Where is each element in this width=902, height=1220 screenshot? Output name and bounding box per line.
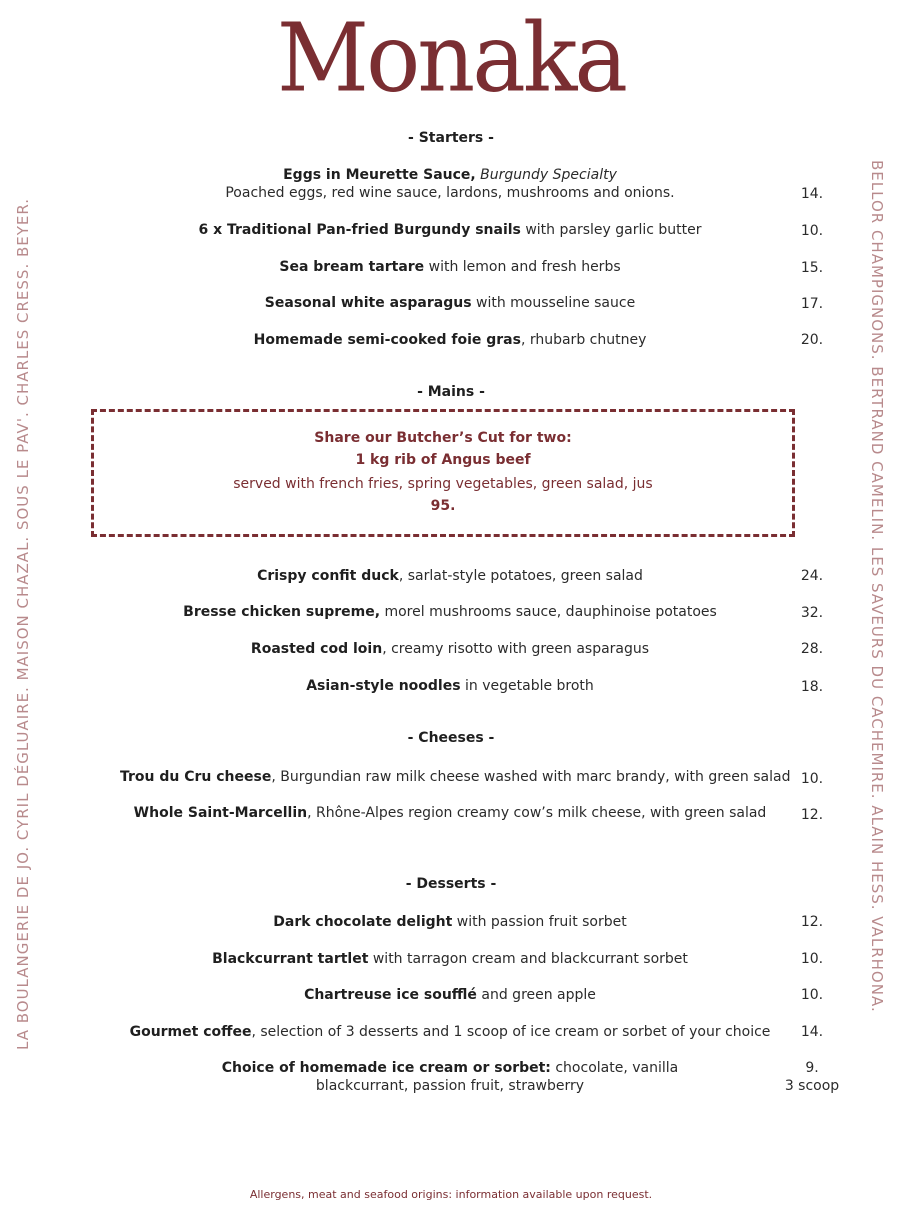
item-description: in vegetable broth <box>460 678 594 694</box>
item-name: Crispy confit duck <box>257 568 399 584</box>
item-subdescription: Poached eggs, red wine sauce, lardons, mushrooms and onions. <box>225 185 675 201</box>
butchers-cut-box <box>91 409 795 537</box>
item-price: 28. <box>800 641 824 657</box>
menu-item-sea-bream-tartare <box>100 258 800 276</box>
restaurant-logo: Monaka <box>276 3 626 114</box>
item-price: 10. <box>800 223 824 239</box>
menu-item-burgundy-snails <box>100 221 800 239</box>
item-description: , Burgundian raw milk cheese washed with marc brandy, with green salad <box>271 769 791 785</box>
section-title-desserts: - Desserts - <box>405 876 497 892</box>
menu-item-blackcurrant-tartlet <box>100 950 800 968</box>
item-description: with tarragon cream and blackcurrant sorbet <box>368 951 688 967</box>
menu-item-confit-duck <box>100 567 800 585</box>
section-title-mains: - Mains - <box>417 384 485 400</box>
item-description: with parsley garlic butter <box>520 222 702 238</box>
item-price: 10. <box>800 771 824 787</box>
item-name: Eggs in Meurette Sauce, <box>283 167 476 183</box>
item-price: 14. <box>800 186 824 202</box>
item-name: Roasted cod loin <box>250 641 383 657</box>
section-title-starters: - Starters - <box>408 130 494 146</box>
item-name: Bresse chicken supreme, <box>183 604 381 620</box>
item-price <box>780 1059 844 1095</box>
menu-item-bresse-chicken <box>100 603 800 621</box>
item-description: , sarlat-style potatoes, green salad <box>398 568 643 584</box>
menu-item-ice-cream <box>100 1059 800 1095</box>
allergens-footer-note: Allergens, meat and seafood origins: information available upon request. <box>249 1188 653 1201</box>
item-description: , Rhône-Alpes region creamy cow’s milk cheese, with green salad <box>307 805 767 821</box>
item-description: morel mushrooms sauce, dauphinoise potatoes <box>380 604 717 620</box>
item-price-note: 3 scoop <box>784 1078 840 1094</box>
suppliers-left-vertical-text: LA BOULANGERIE DE JO. CYRIL DÉGLUAIRE. MAISON CHAZAL. SOUS LE PAV'. CHARLES CRESS. BEYER. <box>14 197 32 1050</box>
item-description: Burgundy Specialty <box>480 167 617 183</box>
item-name: 6 x Traditional Pan-fried Burgundy snails <box>198 222 521 238</box>
menu-item-cod-loin <box>100 640 800 658</box>
butchers-cut-subtitle: 1 kg rib of Angus beef <box>355 452 531 468</box>
item-price: 10. <box>800 951 824 967</box>
menu-item-foie-gras <box>100 331 800 349</box>
item-name: Sea bream tartare <box>279 259 425 275</box>
menu-item-gourmet-coffee <box>100 1023 800 1041</box>
butchers-cut-description: served with french fries, spring vegetables, green salad, jus <box>233 476 653 492</box>
item-description: , selection of 3 desserts and 1 scoop of ice cream or sorbet of your choice <box>251 1024 771 1040</box>
butchers-cut-price: 95. <box>430 498 456 514</box>
item-name: Seasonal white asparagus <box>264 295 472 311</box>
item-price-value: 9. <box>805 1060 819 1076</box>
item-name: Blackcurrant tartlet <box>212 951 369 967</box>
item-name: Whole Saint-Marcellin <box>133 805 308 821</box>
item-name: Choice of homemade ice cream or sorbet: <box>221 1060 551 1076</box>
menu-item-trou-du-cru <box>60 768 846 786</box>
butchers-cut-title: Share our Butcher’s Cut for two: <box>314 430 572 446</box>
menu-item-asian-noodles <box>100 677 800 695</box>
item-price: 17. <box>800 296 824 312</box>
item-name: Homemade semi-cooked foie gras <box>253 332 521 348</box>
suppliers-right-vertical-text: BELLOR CHAMPIGNONS. BERTRAND CAMELIN. LES SAVEURS DU CACHEMIRE. ALAIN HESS. VALRHONA. <box>868 160 886 1013</box>
item-name: Asian-style noodles <box>306 678 461 694</box>
item-name: Gourmet coffee <box>129 1024 252 1040</box>
item-subdescription: blackcurrant, passion fruit, strawberry <box>315 1078 585 1094</box>
item-description: with mousseline sauce <box>471 295 636 311</box>
menu-item-dark-chocolate <box>100 913 800 931</box>
item-description: chocolate, vanilla <box>550 1060 679 1076</box>
item-price: 12. <box>800 807 824 823</box>
item-description: and green apple <box>476 987 596 1003</box>
item-name: Chartreuse ice soufflé <box>304 987 477 1003</box>
item-price: 12. <box>800 914 824 930</box>
menu-item-eggs-meurette <box>100 166 800 202</box>
item-price: 20. <box>800 332 824 348</box>
item-price: 18. <box>800 679 824 695</box>
menu-item-white-asparagus <box>100 294 800 312</box>
item-name: Trou du Cru cheese <box>120 769 272 785</box>
item-price: 24. <box>800 568 824 584</box>
item-description: , creamy risotto with green asparagus <box>382 641 650 657</box>
item-price: 32. <box>800 605 824 621</box>
item-name: Dark chocolate delight <box>273 914 453 930</box>
item-description: , rhubarb chutney <box>520 332 647 348</box>
menu-item-saint-marcellin <box>100 804 800 822</box>
item-description: with lemon and fresh herbs <box>424 259 621 275</box>
item-price: 14. <box>800 1024 824 1040</box>
item-price: 15. <box>800 260 824 276</box>
section-title-cheeses: - Cheeses - <box>407 730 495 746</box>
item-price: 10. <box>800 987 824 1003</box>
menu-item-chartreuse-souffle <box>100 986 800 1004</box>
item-description: with passion fruit sorbet <box>452 914 627 930</box>
